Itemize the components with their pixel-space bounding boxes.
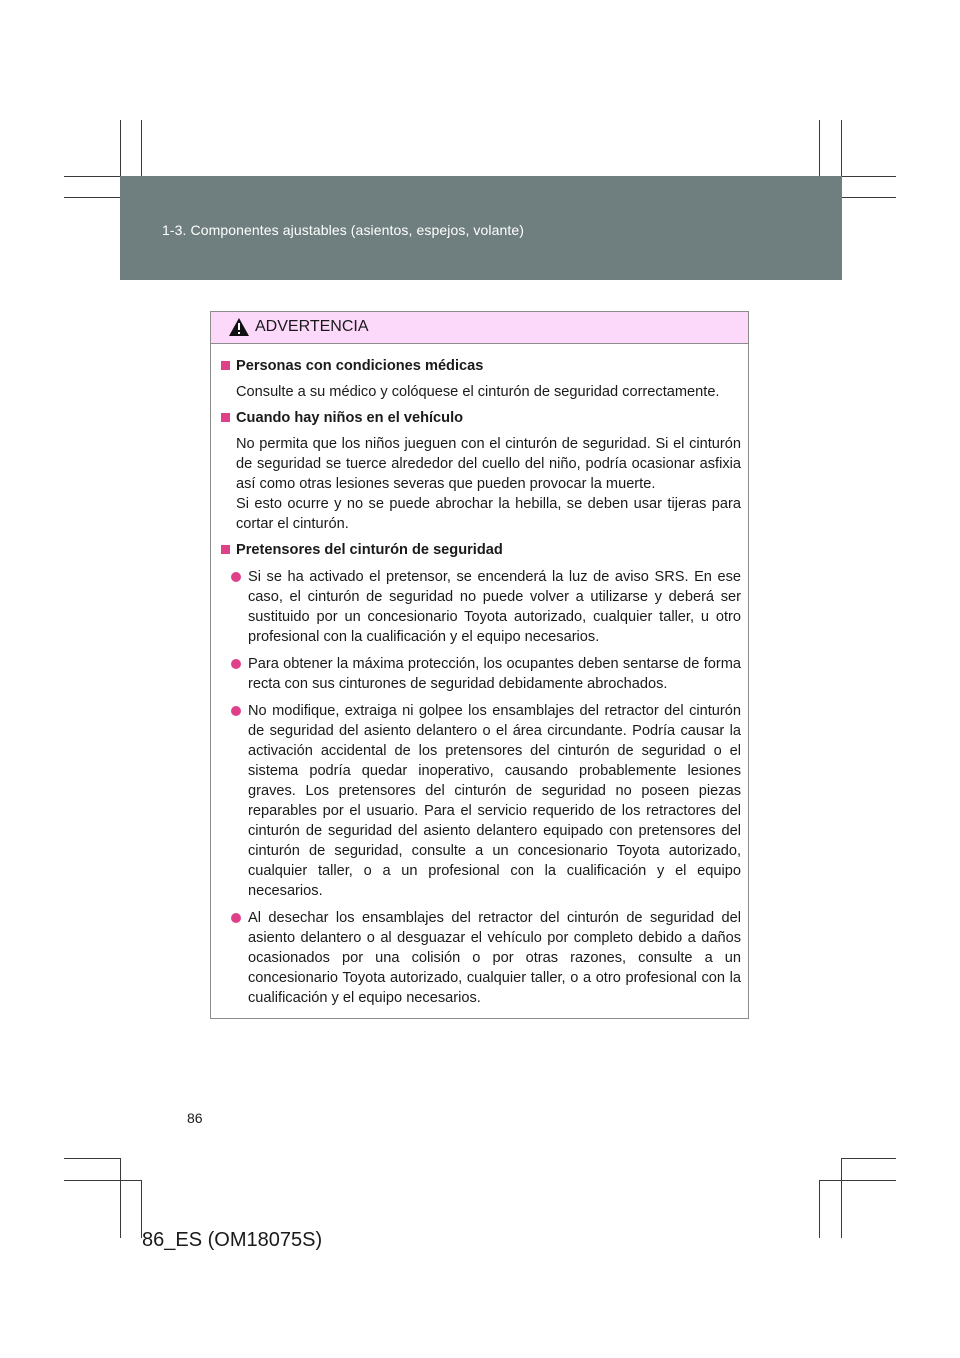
list-item: No modifique, extraiga ni golpee los ensamblajes del retractor del cinturón de seguridad del asiento delantero o el área circundante. Podría causar la activación accidental de los pretensores del cinturón de seguridad o el sistema podría quedar inoperativo, causando probablemente lesiones graves. Los pretensores del cinturón de seguridad no poseen piezas reparables por el usuario. Para el servicio requerido de los retractores del cinturón de seguridad del asiento delantero equipado con pretensores del cinturón de seguridad, consulte a un concesionario Toyota autorizado, cualquier taller, o a un profesional con la cualificación y el equipo necesarios.	[218, 701, 741, 901]
list-item: Al desechar los ensamblajes del retractor del cinturón de seguridad del asiento delantero o al desguazar el vehículo por completo debido a daños ocasionados por una colisión o por otras razones, consulte a un concesionario Toyota autorizado, cualquier taller, o a otro profesional con la cualificación y el equipo necesarios.	[218, 908, 741, 1008]
square-bullet-icon	[221, 545, 230, 554]
circle-bullet-icon	[231, 913, 241, 923]
section-title: 1-3. Componentes ajustables (asientos, espejos, volante)	[162, 222, 525, 238]
circle-bullet-icon	[231, 659, 241, 669]
circle-bullet-icon	[231, 572, 241, 582]
warning-box	[210, 311, 749, 1019]
square-bullet-icon	[221, 413, 230, 422]
crop-mark	[819, 1180, 896, 1181]
section-heading: Personas con condiciones médicas	[218, 356, 741, 376]
warning-triangle-icon	[228, 317, 250, 337]
warning-title: ADVERTENCIA	[255, 318, 369, 335]
list-item: Para obtener la máxima protección, los ocupantes deben sentarse de forma recta con sus cinturones de seguridad debidamente abrochados.	[218, 654, 741, 694]
crop-mark	[64, 1180, 142, 1181]
crop-mark	[841, 1158, 896, 1159]
section-heading: Cuando hay niños en el vehículo	[218, 408, 741, 428]
list-item: Si se ha activado el pretensor, se encenderá la luz de aviso SRS. En ese caso, el cinturón de seguridad no puede volver a utilizarse y deberá ser sustituido por un concesionario Toyota autorizado, cualquier taller, u otro profesional con la cualificación y el equipo necesarios.	[218, 567, 741, 647]
paragraph: Consulte a su médico y colóquese el cinturón de seguridad correctamente.	[236, 384, 720, 400]
circle-bullet-icon	[231, 706, 241, 716]
page-number: 86	[187, 1110, 203, 1126]
document-code: 86_ES (OM18075S)	[142, 1229, 323, 1251]
crop-mark	[841, 1158, 842, 1238]
section-heading: Pretensores del cinturón de seguridad	[218, 540, 741, 560]
warning-header	[211, 312, 748, 344]
crop-mark	[819, 1180, 820, 1238]
square-bullet-icon	[221, 361, 230, 370]
crop-mark	[120, 1158, 121, 1238]
paragraph: No permita que los niños jueguen con el cinturón de seguridad. Si el cinturón de seguridad se tuerce alrededor del cuello del niño, podría ocasionar asfixia así como otras lesiones severas que pueden provocar la muerte. Si esto ocurre y no se puede abrochar la hebilla, se deben usar tijeras para cortar el cinturón.	[236, 436, 741, 532]
crop-mark	[64, 1158, 121, 1159]
warning-body	[211, 344, 748, 1008]
